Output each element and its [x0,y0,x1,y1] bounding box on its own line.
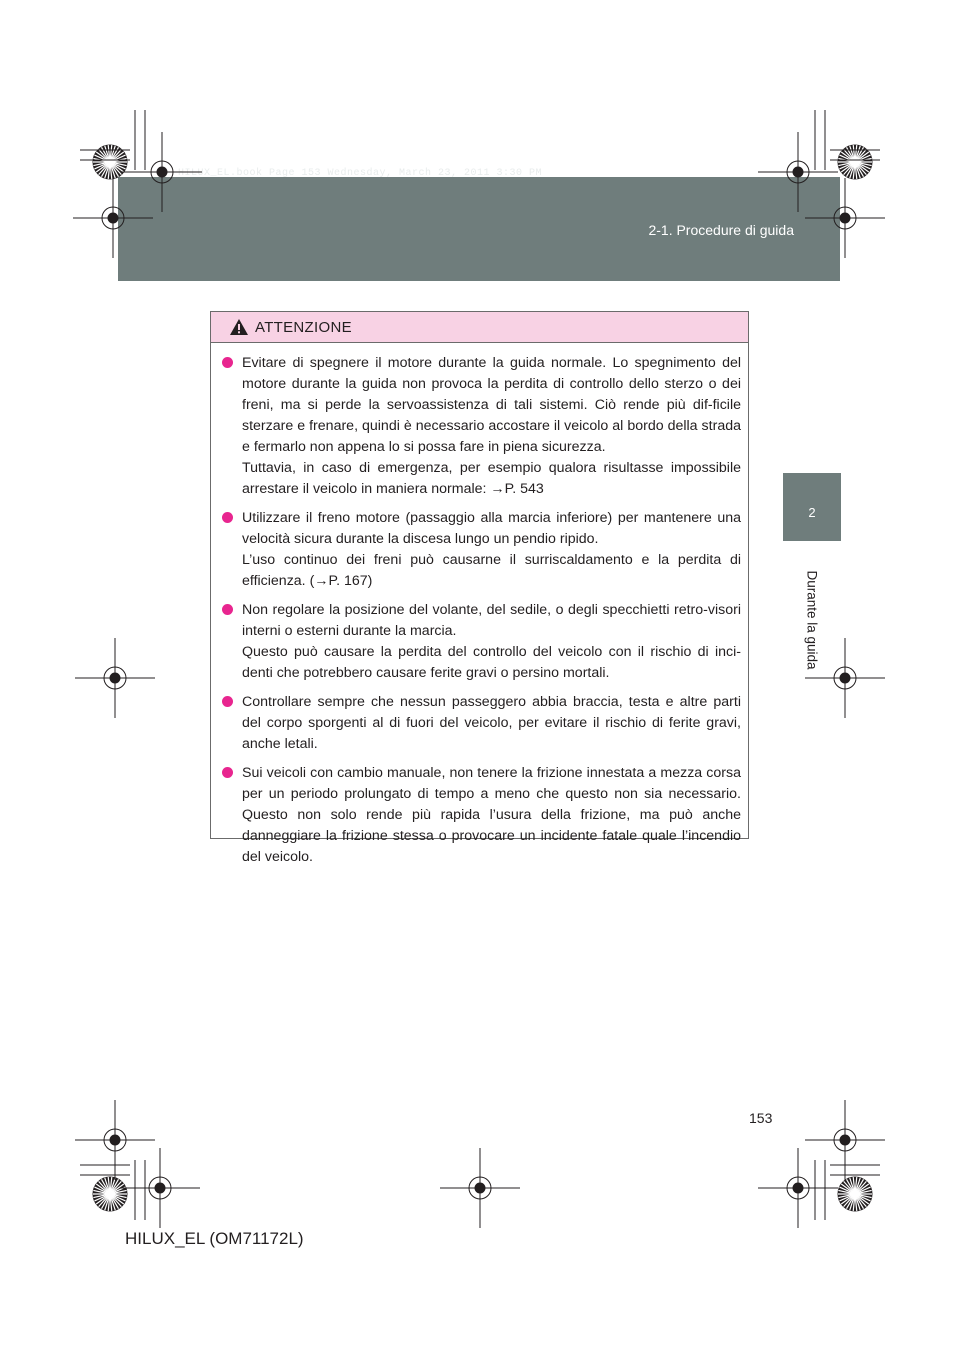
starburst-mark [93,1177,127,1211]
warning-text: Questo può causare la perdita del controllo del veicolo con il rischio di inci-denti che potrebbero causare ferite gravi o persino mortali. [242,644,741,681]
starburst-mark [838,1177,872,1211]
crosshair-mark [122,132,202,212]
warning-text: Non regolare la posizione del volante, del sedile, o degli specchietti retro-visori interni o esterni durante la marcia. [242,602,741,639]
warning-title: ATTENZIONE [255,319,352,336]
warning-text: Tuttavia, in caso di emergenza, per esempio qualora risultasse impossibile arrestare il veicolo in maniera normale: →P. 543 [242,460,741,497]
chapter-number: 2 [808,505,816,520]
warning-text: Evitare di spegnere il motore durante la guida normale. Lo spegnimento del motore durante la guida non provoca la perdita di controllo dello sterzo o dei freni, ma si perde la servoassistenza di tali sistemi. Ciò rende più dif-ficile sterzare e frenare, quindi è necessario accostare il veicolo al bordo della strada e fermarlo non appena lo si possa fare in piena sicurezza. [242,355,741,455]
warning-text: Sui veicoli con cambio manuale, non tenere la frizione innestata a mezza corsa per un periodo prolungato di tempo a meno che questo non sia necessario. Questo non solo rende più rapida l’usura della frizione, ma può anche danneggiare la frizione stessa o provocare un incidente fatale quale l’incendio del veicolo. [242,765,741,865]
crosshair-mark [75,1100,155,1180]
warning-text: Controllare sempre che nessun passeggero abbia braccia, testa e altre parti del corpo sporgenti al di fuori del veicolo, per evitare il rischio di ferite gravi, anche letali. [242,694,741,752]
crosshair-mark [758,132,838,212]
chapter-label: Durante la guida [804,570,820,670]
section-title: 2-1. Procedure di guida [648,222,794,238]
crosshair-mark [805,1100,885,1180]
crosshair-mark [758,1148,838,1228]
crosshair-mark [120,1148,200,1228]
warning-text: L’uso continuo dei freni può causarne il surriscaldamento e la perdita di efficienza. (→P. 167) [242,552,741,589]
warning-text: Utilizzare il freno motore (passaggio alla marcia inferiore) per mantenere una velocità sicura durante la discesa lungo un pendio ripido. [242,510,741,547]
crosshair-mark [440,1148,520,1228]
document-code: HILUX_EL (OM71172L) [125,1229,304,1248]
crosshair-mark [75,638,155,718]
crosshair-mark [805,178,885,258]
crosshair-mark [805,638,885,718]
crosshair-mark [73,178,153,258]
page-number: 153 [749,1110,773,1126]
file-info: HILUX_EL.book Page 153 Wednesday, March 23, 2011 3:30 PM [178,168,543,179]
